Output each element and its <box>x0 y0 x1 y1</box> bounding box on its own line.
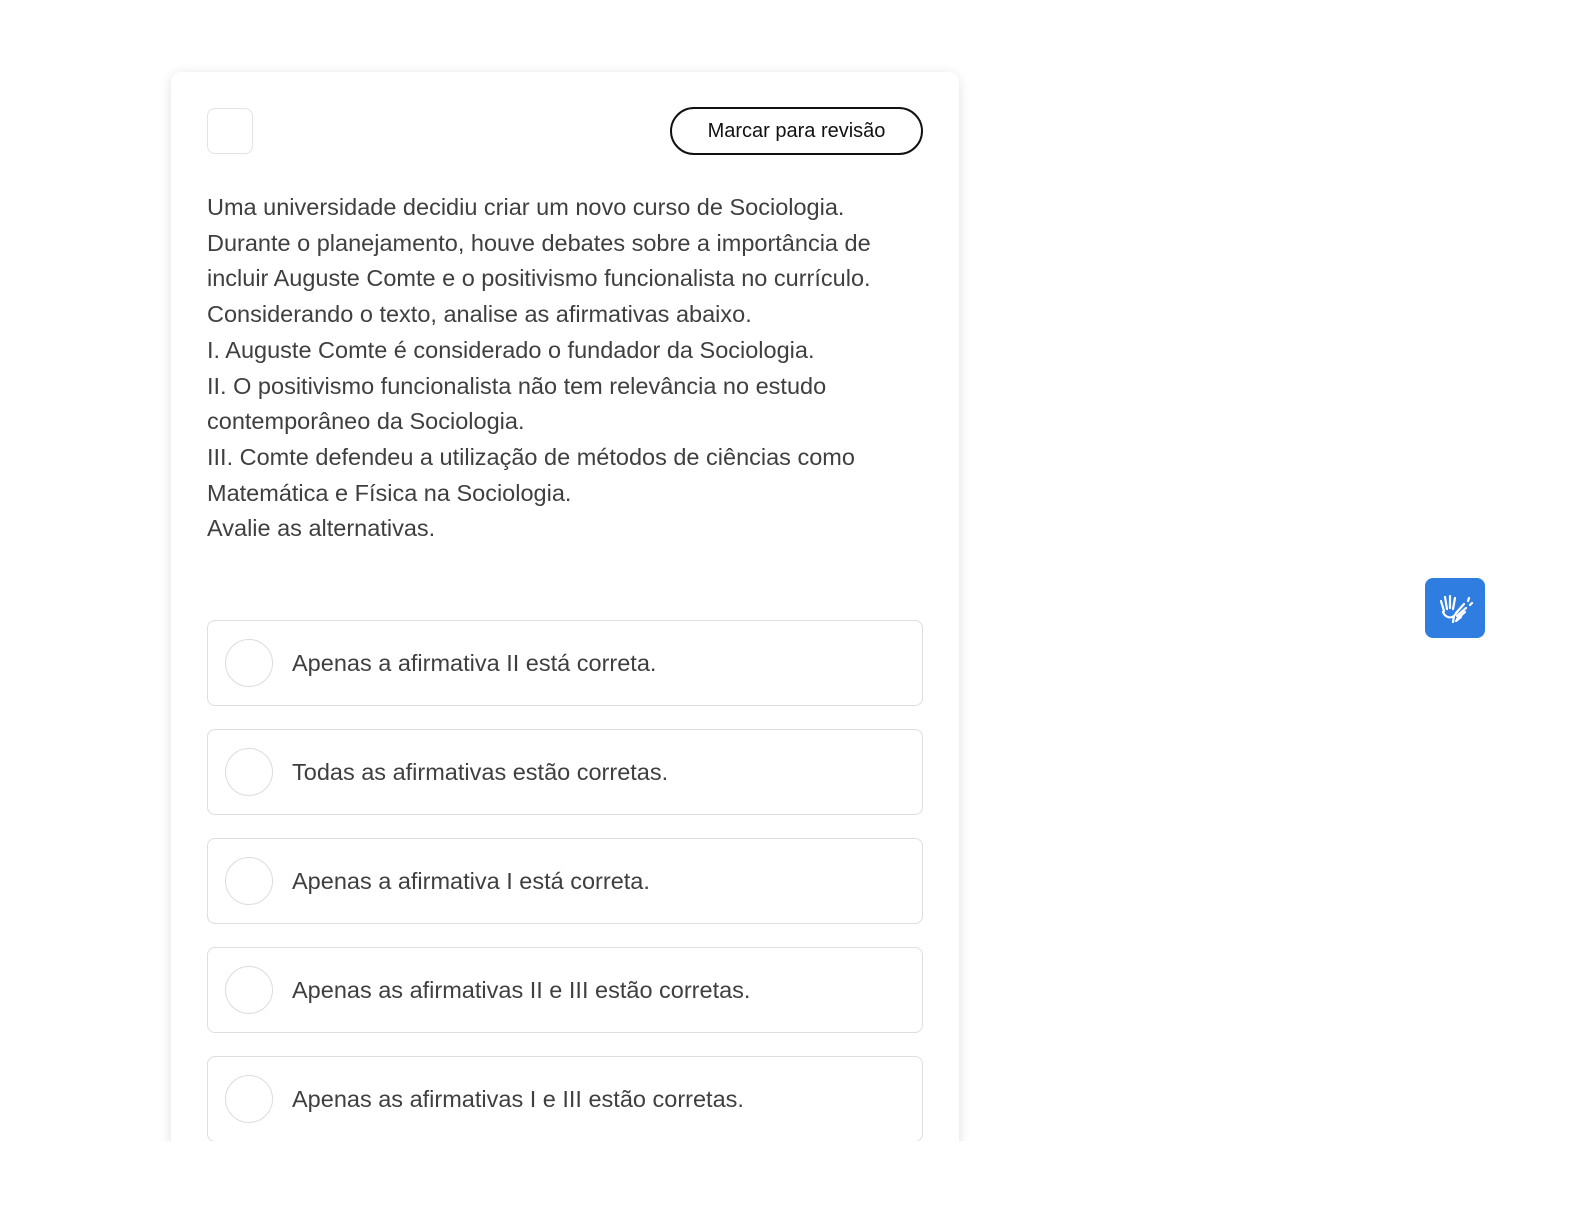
statement-item-ii: II. O positivismo funcionalista não tem relevância no estudo contemporâneo da Sociologia. <box>207 372 827 435</box>
statement-item-iii: III. Comte defendeu a utilização de métodos de ciências como Matemática e Física na Sociologia. <box>207 443 855 506</box>
radio-button[interactable] <box>225 966 273 1014</box>
question-card <box>171 72 959 1172</box>
question-number-box <box>207 108 253 154</box>
radio-button[interactable] <box>225 857 273 905</box>
answer-options <box>207 620 923 1165</box>
radio-button[interactable] <box>225 1075 273 1123</box>
answer-option-label: Apenas as afirmativas II e III estão corretas. <box>292 976 751 1003</box>
answer-option-label: Apenas as afirmativas I e III estão corretas. <box>292 1085 744 1112</box>
answer-option-label: Todas as afirmativas estão corretas. <box>292 758 669 785</box>
answer-option-label: Apenas a afirmativa II está correta. <box>292 649 657 676</box>
statement-item-i: I. Auguste Comte é considerado o fundador da Sociologia. <box>207 336 815 363</box>
answer-option-label: Apenas a afirmativa I está correta. <box>292 867 650 894</box>
answer-option-5[interactable] <box>207 1056 923 1142</box>
mark-for-review-button[interactable]: Marcar para revisão <box>670 107 923 155</box>
sign-language-hands-icon <box>1436 589 1474 627</box>
answer-option-1[interactable] <box>207 620 923 706</box>
answer-option-4[interactable] <box>207 947 923 1033</box>
statement-paragraph-context: Uma universidade decidiu criar um novo curso de Sociologia. Durante o planejamento, houve debates sobre a importância de incluir Auguste Comte e o positivismo funcionalista no currículo. <box>207 194 871 292</box>
sign-language-accessibility-button[interactable] <box>1425 578 1485 638</box>
radio-button[interactable] <box>225 748 273 796</box>
answer-option-3[interactable] <box>207 838 923 924</box>
statement-paragraph-evaluate: Avalie as alternativas. <box>207 515 436 542</box>
page-bottom-area <box>150 1141 990 1224</box>
question-statement <box>207 190 927 547</box>
radio-button[interactable] <box>225 639 273 687</box>
answer-option-2[interactable] <box>207 729 923 815</box>
statement-paragraph-instruction: Considerando o texto, analise as afirmativas abaixo. <box>207 301 752 328</box>
